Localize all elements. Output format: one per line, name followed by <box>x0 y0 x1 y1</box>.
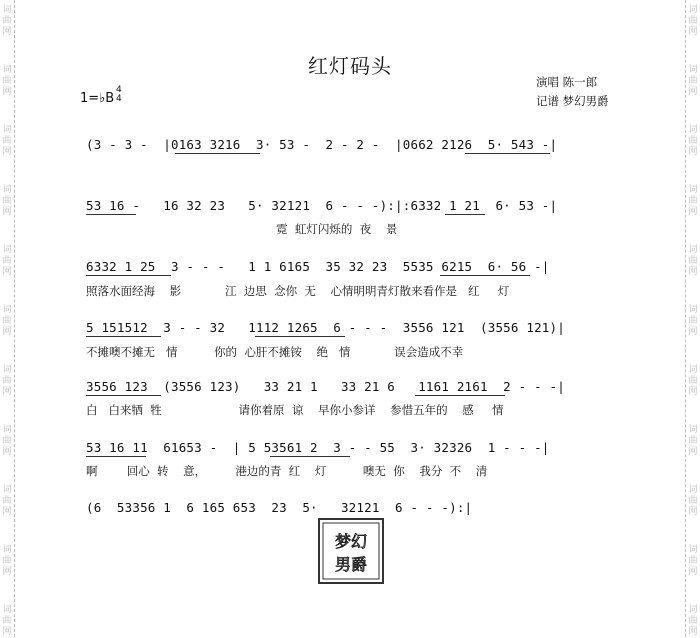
lyrics-line-3: 照落水面经海 影 江 边思 念你 无 心情明明青灯散来看作是 红 灯 <box>86 284 510 298</box>
lyrics-line-2: 霓 虹灯闪烁的 夜 景 <box>86 222 398 236</box>
lyrics-line-4: 不摊噢不摊无 情 你的 心肝不摊铵 绝 情 误会造成不幸 <box>86 345 464 359</box>
svg-text:男爵: 男爵 <box>334 555 368 574</box>
transcriber-credit: 记谱 梦幻男爵 <box>536 94 609 108</box>
notation-line-1: (3 - 3 - |0163 3216 3· 53 - 2 - 2 - |0662 2126 5· 543 -| <box>86 137 558 152</box>
seal-graphic <box>320 520 382 582</box>
notation-line-5: 3556 123 (3556 123) 33 21 1 33 21 6 1161 2161 2 - - -| <box>86 379 565 394</box>
side-watermark: 词 曲 网 <box>688 485 698 517</box>
side-watermark: 词 曲 网 <box>688 305 698 337</box>
key-signature: 1=♭B <box>80 91 115 106</box>
side-watermark: 词 曲 网 <box>2 65 12 97</box>
lyrics-line-5: 白 白来牺 牲 请你着原 谅 早你小参详 参惜五年的 感 情 <box>86 403 504 417</box>
side-watermark: 词 曲 网 <box>2 425 12 457</box>
notation-line-2: 53 16 - 16 32 23 5· 32121 6 - - -):|:6332 1 21 6· 53 -| <box>86 198 558 213</box>
side-watermark: 词 曲 网 <box>2 365 12 397</box>
song-title: 红灯码头 <box>308 54 392 78</box>
notation-line-6: 53 16 11 61653 - | 5 53561 2 3 - - 55 3· 32326 1 - - -| <box>86 440 550 455</box>
notation-line-3: 6332 1 25 3 - - - 1 1 6165 35 32 23 5535 6215 6· 56 -| <box>86 259 550 274</box>
side-watermark: 词 曲 网 <box>2 125 12 157</box>
side-watermark: 词 曲 网 <box>688 5 698 37</box>
svg-text:梦幻: 梦幻 <box>334 532 368 551</box>
side-watermark: 词 曲 网 <box>688 605 698 637</box>
side-watermark: 词 曲 网 <box>2 245 12 277</box>
side-watermark: 词 曲 网 <box>688 545 698 577</box>
seal-stamp <box>318 518 384 584</box>
notation-line-7: (6 53356 1 6 165 653 23 5· 32121 6 - - -):| <box>86 500 473 515</box>
side-watermark: 词 曲 网 <box>2 5 12 37</box>
side-watermark: 词 曲 网 <box>688 245 698 277</box>
side-watermark: 词 曲 网 <box>2 605 12 637</box>
time-signature-bottom: 4 <box>116 94 122 104</box>
side-watermark: 词 曲 网 <box>688 425 698 457</box>
side-watermark: 词 曲 网 <box>2 545 12 577</box>
notation-line-4: 5 151512 3 - - 32 1112 1265 6 - - - 3556 121 (3556 121)| <box>86 320 565 335</box>
side-watermark: 词 曲 网 <box>688 365 698 397</box>
side-watermark: 词 曲 网 <box>688 65 698 97</box>
side-watermark: 词 曲 网 <box>2 485 12 517</box>
side-watermark: 词 曲 网 <box>2 305 12 337</box>
side-watermark: 词 曲 网 <box>688 185 698 217</box>
side-watermark: 词 曲 网 <box>688 125 698 157</box>
time-signature <box>116 86 122 104</box>
side-watermark: 词 曲 网 <box>2 185 12 217</box>
time-signature-top: 4 <box>116 85 122 95</box>
singer-credit: 演唱 陈一郎 <box>536 75 598 89</box>
lyrics-line-6: 啊 回心 转 意， 港边的青 红 灯 噢无 你 我分 不 清 <box>86 464 488 478</box>
